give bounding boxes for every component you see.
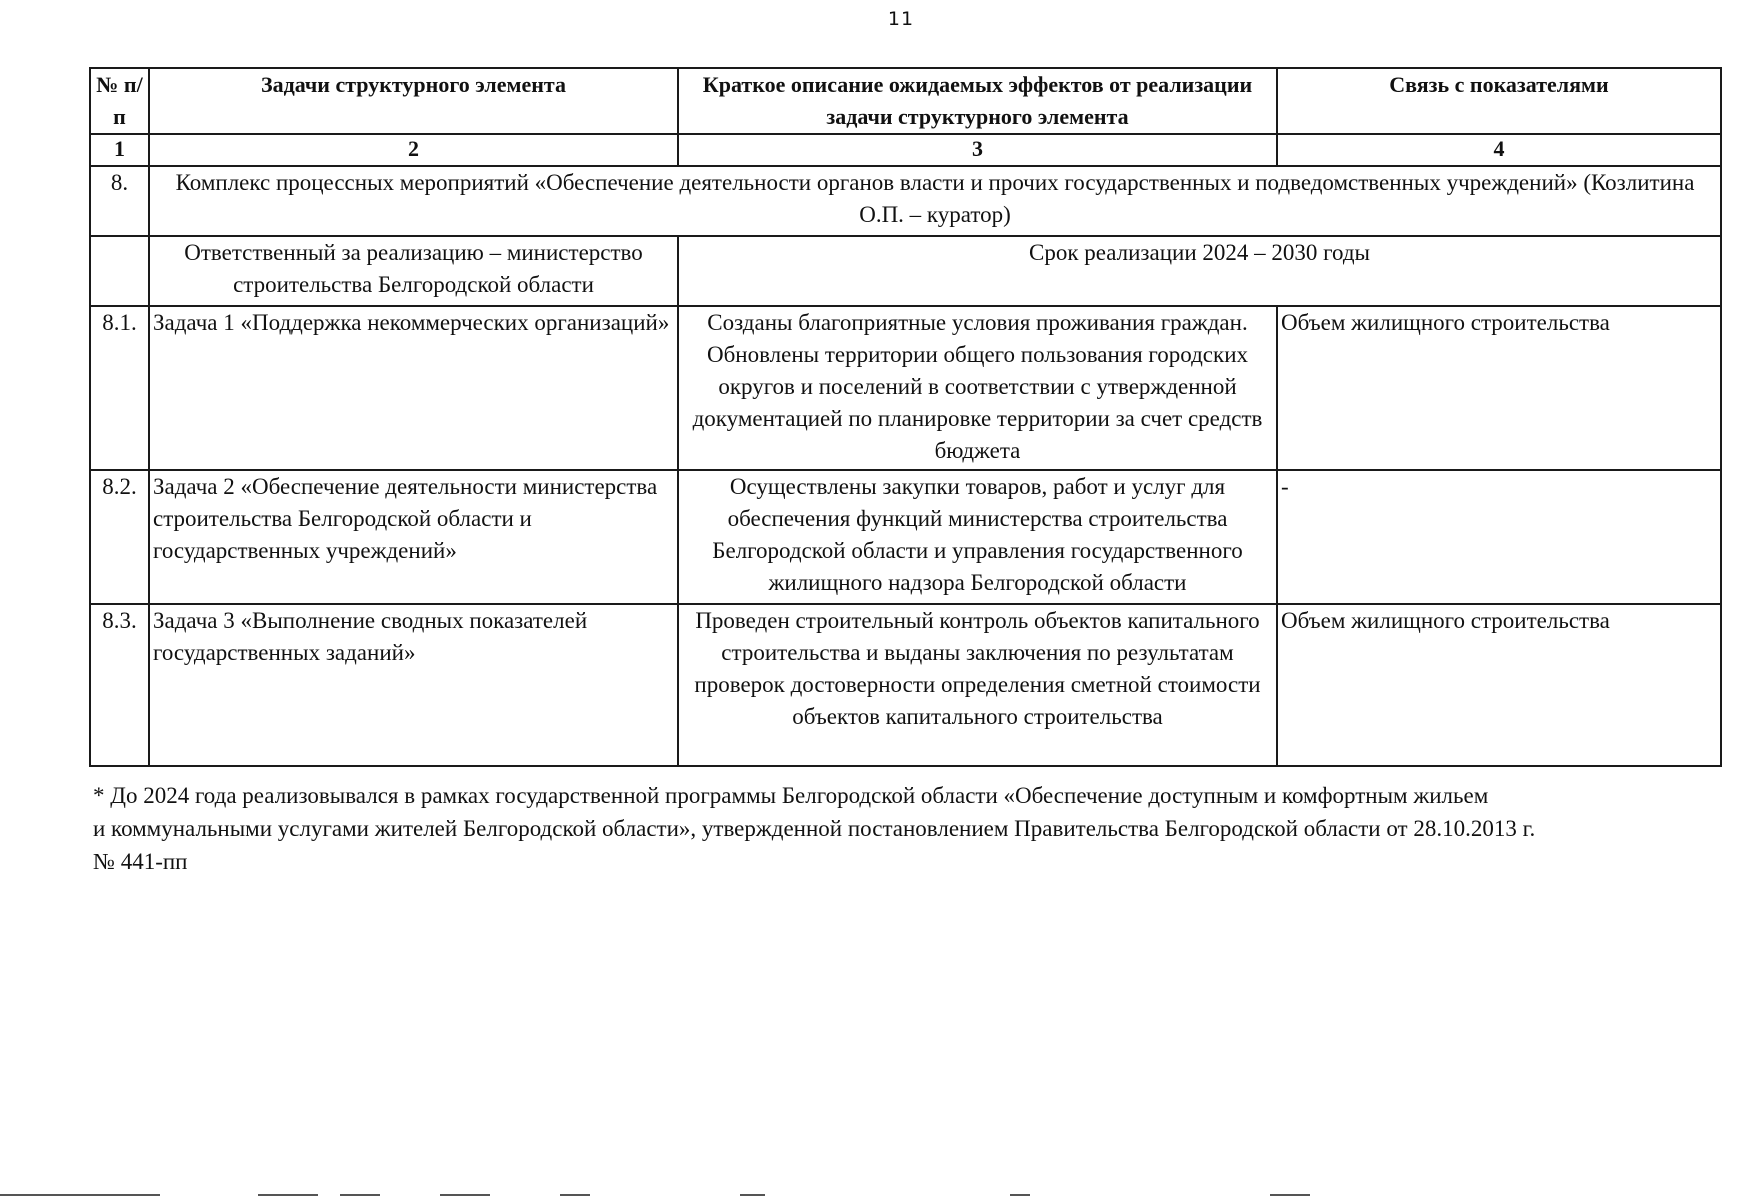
footnote <box>93 779 1723 878</box>
header-tasks: Задачи структурного элемента <box>149 68 678 134</box>
column-number: 1 <box>90 134 149 166</box>
row-task: Задача 2 «Обеспечение деятельности министерства строительства Белгородской области и государственных учреждений» <box>149 470 678 604</box>
column-number: 3 <box>678 134 1277 166</box>
footnote-line: * До 2024 года реализовывался в рамках государственной программы Белгородской области «Обеспечение доступным и комфортным жильем <box>93 783 1489 808</box>
row-num: 8.2. <box>90 470 149 604</box>
table-header-row <box>90 68 1721 134</box>
row-task: Задача 1 «Поддержка некоммерческих организаций» <box>149 306 678 470</box>
table-row <box>90 470 1721 604</box>
header-effects: Краткое описание ожидаемых эффектов от реализации задачи структурного элемента <box>678 68 1277 134</box>
footnote-line: № 441-пп <box>93 849 188 874</box>
responsible-empty-cell <box>90 236 149 306</box>
implementation-period: Срок реализации 2024 – 2030 годы <box>678 236 1721 306</box>
complex-row <box>90 166 1721 236</box>
row-num: 8.1. <box>90 306 149 470</box>
tasks-table <box>89 67 1722 767</box>
column-number: 2 <box>149 134 678 166</box>
responsible-row <box>90 236 1721 306</box>
row-num: 8.3. <box>90 604 149 766</box>
header-indicators: Связь с показателями <box>1277 68 1721 134</box>
responsible-text: Ответственный за реализацию – министерство строительства Белгородской области <box>149 236 678 306</box>
row-task: Задача 3 «Выполнение сводных показателей государственных заданий» <box>149 604 678 766</box>
row-effect: Созданы благоприятные условия проживания граждан. Обновлены территории общего пользования городских округов и поселений в соответствии с утвержденной документацией по планировке территории за счет средств бюджета <box>678 306 1277 470</box>
column-number-row <box>90 134 1721 166</box>
row-effect: Осуществлены закупки товаров, работ и услуг для обеспечения функций министерства строительства Белгородской области и управления государственного жилищного надзора Белгородской области <box>678 470 1277 604</box>
row-effect: Проведен строительный контроль объектов капитального строительства и выданы заключения по результатам проверок достоверности определения сметной стоимости объектов капитального строительства <box>678 604 1277 766</box>
row-indicator: Объем жилищного строительства <box>1277 306 1721 470</box>
table-row <box>90 306 1721 470</box>
header-num: № п/п <box>90 68 149 134</box>
footnote-line: и коммунальными услугами жителей Белгородской области», утвержденной постановлением Правительства Белгородской области от 28.10.2013 г. <box>93 816 1536 841</box>
row-indicator: Объем жилищного строительства <box>1277 604 1721 766</box>
complex-num: 8. <box>90 166 149 236</box>
page-number: 11 <box>887 8 915 30</box>
row-indicator: - <box>1277 470 1721 604</box>
table-row <box>90 604 1721 766</box>
complex-title: Комплекс процессных мероприятий «Обеспечение деятельности органов власти и прочих государственных и подведомственных учреждений» (Козлитина О.П. – куратор) <box>149 166 1721 236</box>
column-number: 4 <box>1277 134 1721 166</box>
scan-edge-artifact <box>0 1194 1760 1197</box>
